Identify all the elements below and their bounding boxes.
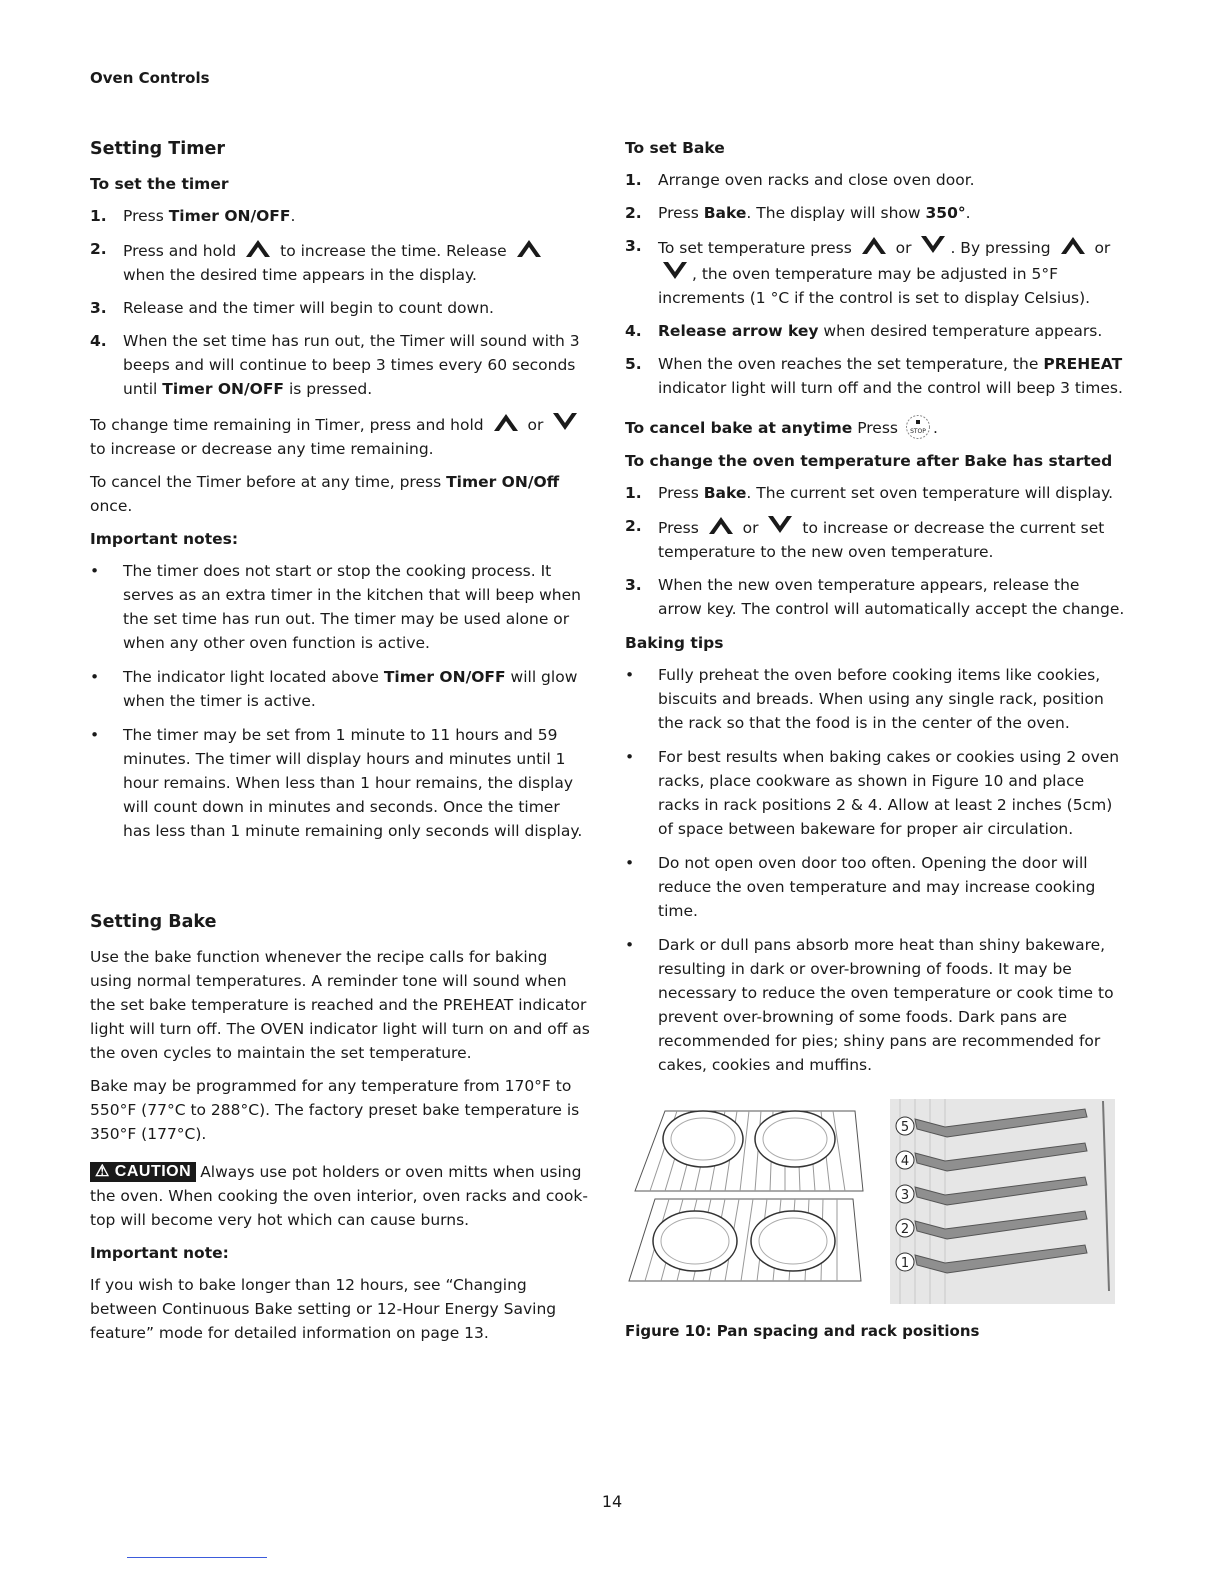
caution-paragraph (90, 1160, 590, 1232)
bullet-icon: • (90, 726, 100, 744)
up-arrow-icon (492, 411, 520, 433)
rack-position-5-label: 5 (900, 1120, 910, 1135)
bake-intro-paragraph: Use the bake function whenever the recipe calls for baking using normal temperatures. A reminder tone will sound when the set bake temperature is reached and the PREHEAT indicator light will turn off. The OVEN indicator light will turn on and off as the oven cycles to maintain the set temperature. (90, 948, 590, 1062)
baking-tips-heading: Baking tips (625, 634, 724, 652)
step-number: 1. (625, 484, 642, 502)
bullet-icon: • (625, 854, 635, 872)
page-number: 14 (601, 1492, 623, 1511)
rack-position-4-label: 4 (900, 1154, 910, 1169)
tip-text: Fully preheat the oven before cooking items like cookies, biscuits and breads. When using any single rack, position the rack so that the food is in the center of the oven. (658, 666, 1104, 732)
stop-key-icon (905, 414, 931, 440)
step-number: 3. (90, 299, 107, 317)
step-number: 2. (90, 240, 107, 258)
lower-rack (629, 1199, 861, 1281)
timer-step-3 (90, 296, 590, 320)
step-number: 2. (625, 517, 642, 535)
timer-step-2 (90, 237, 590, 287)
step-bold-text: Timer ON/OFF (162, 380, 285, 398)
step-number: 5. (625, 355, 642, 373)
timer-note-1 (90, 559, 590, 655)
bullet-icon: • (625, 748, 635, 766)
note-text: The timer may be set from 1 minute to 11 hours and 59 minutes. The timer will display hours and minutes until 1 hour remains. When less than 1 hour remains, the display will count down in minutes and seconds. Once the timer has less than 1 minute remaining only seconds will display. (123, 726, 583, 840)
timer-note-2 (90, 665, 590, 713)
step-text: Arrange oven racks and close oven door. (658, 171, 975, 189)
step-text: is pressed. (284, 380, 373, 398)
step-text: . (290, 207, 296, 225)
paragraph-text: To change time remaining in Timer, press and hold (90, 416, 484, 434)
up-arrow-icon (707, 514, 735, 536)
timer-note-3 (90, 723, 590, 843)
bake-step-1 (625, 168, 1125, 192)
step-text: . (965, 204, 971, 222)
change-temp-heading: To change the oven temperature after Bake has started (625, 452, 1113, 470)
down-arrow-icon (919, 234, 947, 256)
right-column (625, 136, 1125, 1343)
timer-notes-list (90, 559, 590, 843)
tip-text: Do not open oven door too often. Opening the door will reduce the oven temperature and may increase cooking time. (658, 854, 1096, 920)
step-text: or (1094, 239, 1111, 257)
step-text: When the oven reaches the set temperature, the (658, 355, 1044, 373)
down-arrow-icon (551, 411, 579, 433)
bullet-icon: • (625, 666, 635, 684)
step-number: 3. (625, 576, 642, 594)
bake-note-paragraph: If you wish to bake longer than 12 hours, see “Changing between Continuous Bake setting or 12-Hour Energy Saving feature” mode for detailed information on page 13. (90, 1276, 557, 1342)
warning-triangle-icon: ⚠ (95, 1163, 110, 1180)
timer-step-4 (90, 329, 590, 401)
baking-tip-2 (625, 745, 1125, 841)
down-arrow-icon (661, 260, 689, 282)
cancel-timer-paragraph (90, 470, 590, 518)
up-arrow-icon (1059, 234, 1087, 256)
step-number: 2. (625, 204, 642, 222)
upper-rack (635, 1111, 863, 1191)
step-number: 1. (90, 207, 107, 225)
step-bold-text: Bake (703, 484, 747, 502)
bake-range-paragraph: Bake may be programmed for any temperature from 170°F to 550°F (77°C to 288°C). The factory preset bake temperature is 350°F (177°C). (90, 1077, 580, 1143)
caution-text: Always use pot holders or oven mitts when using the oven. When cooking the oven interior, oven racks and cook-top will become very hot which can cause burns. (90, 1163, 588, 1229)
rack-position-3-label: 3 (900, 1188, 910, 1203)
step-text: . The current set oven temperature will display. (746, 484, 1114, 502)
step-text: , the oven temperature may be adjusted in 5°F increments (1 °C if the control is set to display Celsius). (658, 265, 1091, 307)
cancel-bake-label: To cancel bake at anytime (625, 419, 853, 437)
paragraph-text: to increase or decrease any time remaining. (90, 440, 434, 458)
left-column (90, 136, 590, 1354)
step-text: to increase or decrease the current set temperature to the new oven temperature. (658, 519, 1105, 561)
up-arrow-icon (515, 237, 543, 259)
step-number: 3. (625, 237, 642, 255)
step-text: indicator light will turn off and the control will beep 3 times. (658, 379, 1123, 397)
step-bold-text: 350° (925, 204, 966, 222)
timer-steps (90, 204, 590, 401)
rack-position-1-label: 1 (900, 1256, 910, 1271)
bake-note-heading: Important note: (90, 1244, 229, 1262)
step-text: Press (658, 204, 704, 222)
note-text: will glow when the timer is active. (123, 668, 578, 710)
step-bold-text: Release arrow key (658, 322, 819, 340)
paragraph-text: To cancel the Timer before at any time, press (90, 473, 447, 491)
setting-timer-heading: Setting Timer (90, 139, 225, 159)
up-arrow-icon (860, 234, 888, 256)
paragraph-text: or (527, 416, 544, 434)
bake-step-4 (625, 319, 1125, 343)
baking-tip-1 (625, 663, 1125, 735)
step-text: To set temperature press (658, 239, 852, 257)
page-section-title: Oven Controls (90, 69, 210, 87)
baking-tip-4 (625, 933, 1125, 1077)
timer-notes-heading: Important notes: (90, 530, 239, 548)
step-text: when desired temperature appears. (818, 322, 1103, 340)
bullet-icon: • (90, 562, 100, 580)
change-step-3 (625, 573, 1125, 621)
stop-key-label: STOP (910, 428, 926, 435)
change-time-paragraph (90, 411, 590, 461)
baking-tip-3 (625, 851, 1125, 923)
change-step-2 (625, 514, 1125, 564)
step-text: When the set time has run out, the Timer will sound with 3 beeps and will continue to beep 3 times every 60 seconds until (123, 332, 580, 398)
paragraph-text: Press (852, 419, 898, 437)
note-bold-text: Timer ON/OFF (383, 668, 506, 686)
footer-link-underline[interactable] (127, 1557, 267, 1558)
paragraph-text: once. (90, 497, 133, 515)
caution-label: CAUTION (114, 1163, 192, 1180)
figure-caption: Figure 10: Pan spacing and rack positions (625, 1322, 980, 1340)
step-text: When the new oven temperature appears, release the arrow key. The control will automatically accept the change. (658, 576, 1125, 618)
step-text: Press (658, 519, 699, 537)
step-text: Press and hold (123, 242, 237, 260)
step-number: 1. (625, 171, 642, 189)
paragraph-text: . (932, 419, 938, 437)
step-bold-text: PREHEAT (1043, 355, 1123, 373)
baking-tips-list (625, 663, 1125, 1077)
step-text: Release and the timer will begin to count down. (123, 299, 494, 317)
set-bake-heading: To set Bake (625, 139, 725, 157)
cancel-bake-paragraph (625, 414, 1125, 440)
bake-step-2 (625, 201, 1125, 225)
bake-step-3 (625, 234, 1125, 310)
pan-spacing-rack-illustration (625, 1091, 1125, 1311)
rack-position-2-label: 2 (900, 1222, 910, 1237)
set-timer-subheading: To set the timer (90, 175, 229, 193)
change-temp-steps (625, 481, 1125, 621)
setting-bake-heading: Setting Bake (90, 912, 217, 932)
down-arrow-icon (766, 514, 794, 536)
step-bold-text: Timer ON/OFF (168, 207, 291, 225)
up-arrow-icon (244, 237, 272, 259)
step-text: or (742, 519, 759, 537)
step-text: . The display will show (746, 204, 926, 222)
bullet-icon: • (90, 668, 100, 686)
note-text: The timer does not start or stop the cooking process. It serves as an extra timer in the kitchen that will beep when the set time has run out. The timer may be used alone or when any other oven function is active. (123, 562, 581, 652)
step-text: when the desired time appears in the display. (123, 266, 477, 284)
step-text: Press (123, 207, 169, 225)
tip-text: For best results when baking cakes or cookies using 2 oven racks, place cookware as shown in Figure 10 and place racks in rack positions 2 & 4. Allow at least 2 inches (5cm) of space between bakeware for proper air circulation. (658, 748, 1120, 838)
bullet-icon: • (625, 936, 635, 954)
step-text: or (895, 239, 912, 257)
bake-step-5 (625, 352, 1125, 400)
timer-step-1 (90, 204, 590, 228)
step-bold-text: Bake (703, 204, 747, 222)
figure-10 (625, 1091, 1125, 1311)
section-spacer (90, 853, 590, 909)
paragraph-bold-text: Timer ON/Off (446, 473, 560, 491)
step-number: 4. (625, 322, 642, 340)
step-text: to increase the time. Release (280, 242, 507, 260)
step-text: Press (658, 484, 704, 502)
rack-positions-side-view (890, 1099, 1115, 1304)
step-text: . By pressing (950, 239, 1051, 257)
change-step-1 (625, 481, 1125, 505)
note-text: The indicator light located above (123, 668, 384, 686)
set-bake-steps (625, 168, 1125, 400)
step-number: 4. (90, 332, 107, 350)
tip-text: Dark or dull pans absorb more heat than shiny bakeware, resulting in dark or over-browning of foods. It may be necessary to reduce the oven temperature or cook time to prevent over-browning of some foods. Dark pans are recommended for pies; shiny pans are recommended for cakes, cookies and muffins. (658, 936, 1114, 1074)
caution-badge (90, 1162, 196, 1182)
